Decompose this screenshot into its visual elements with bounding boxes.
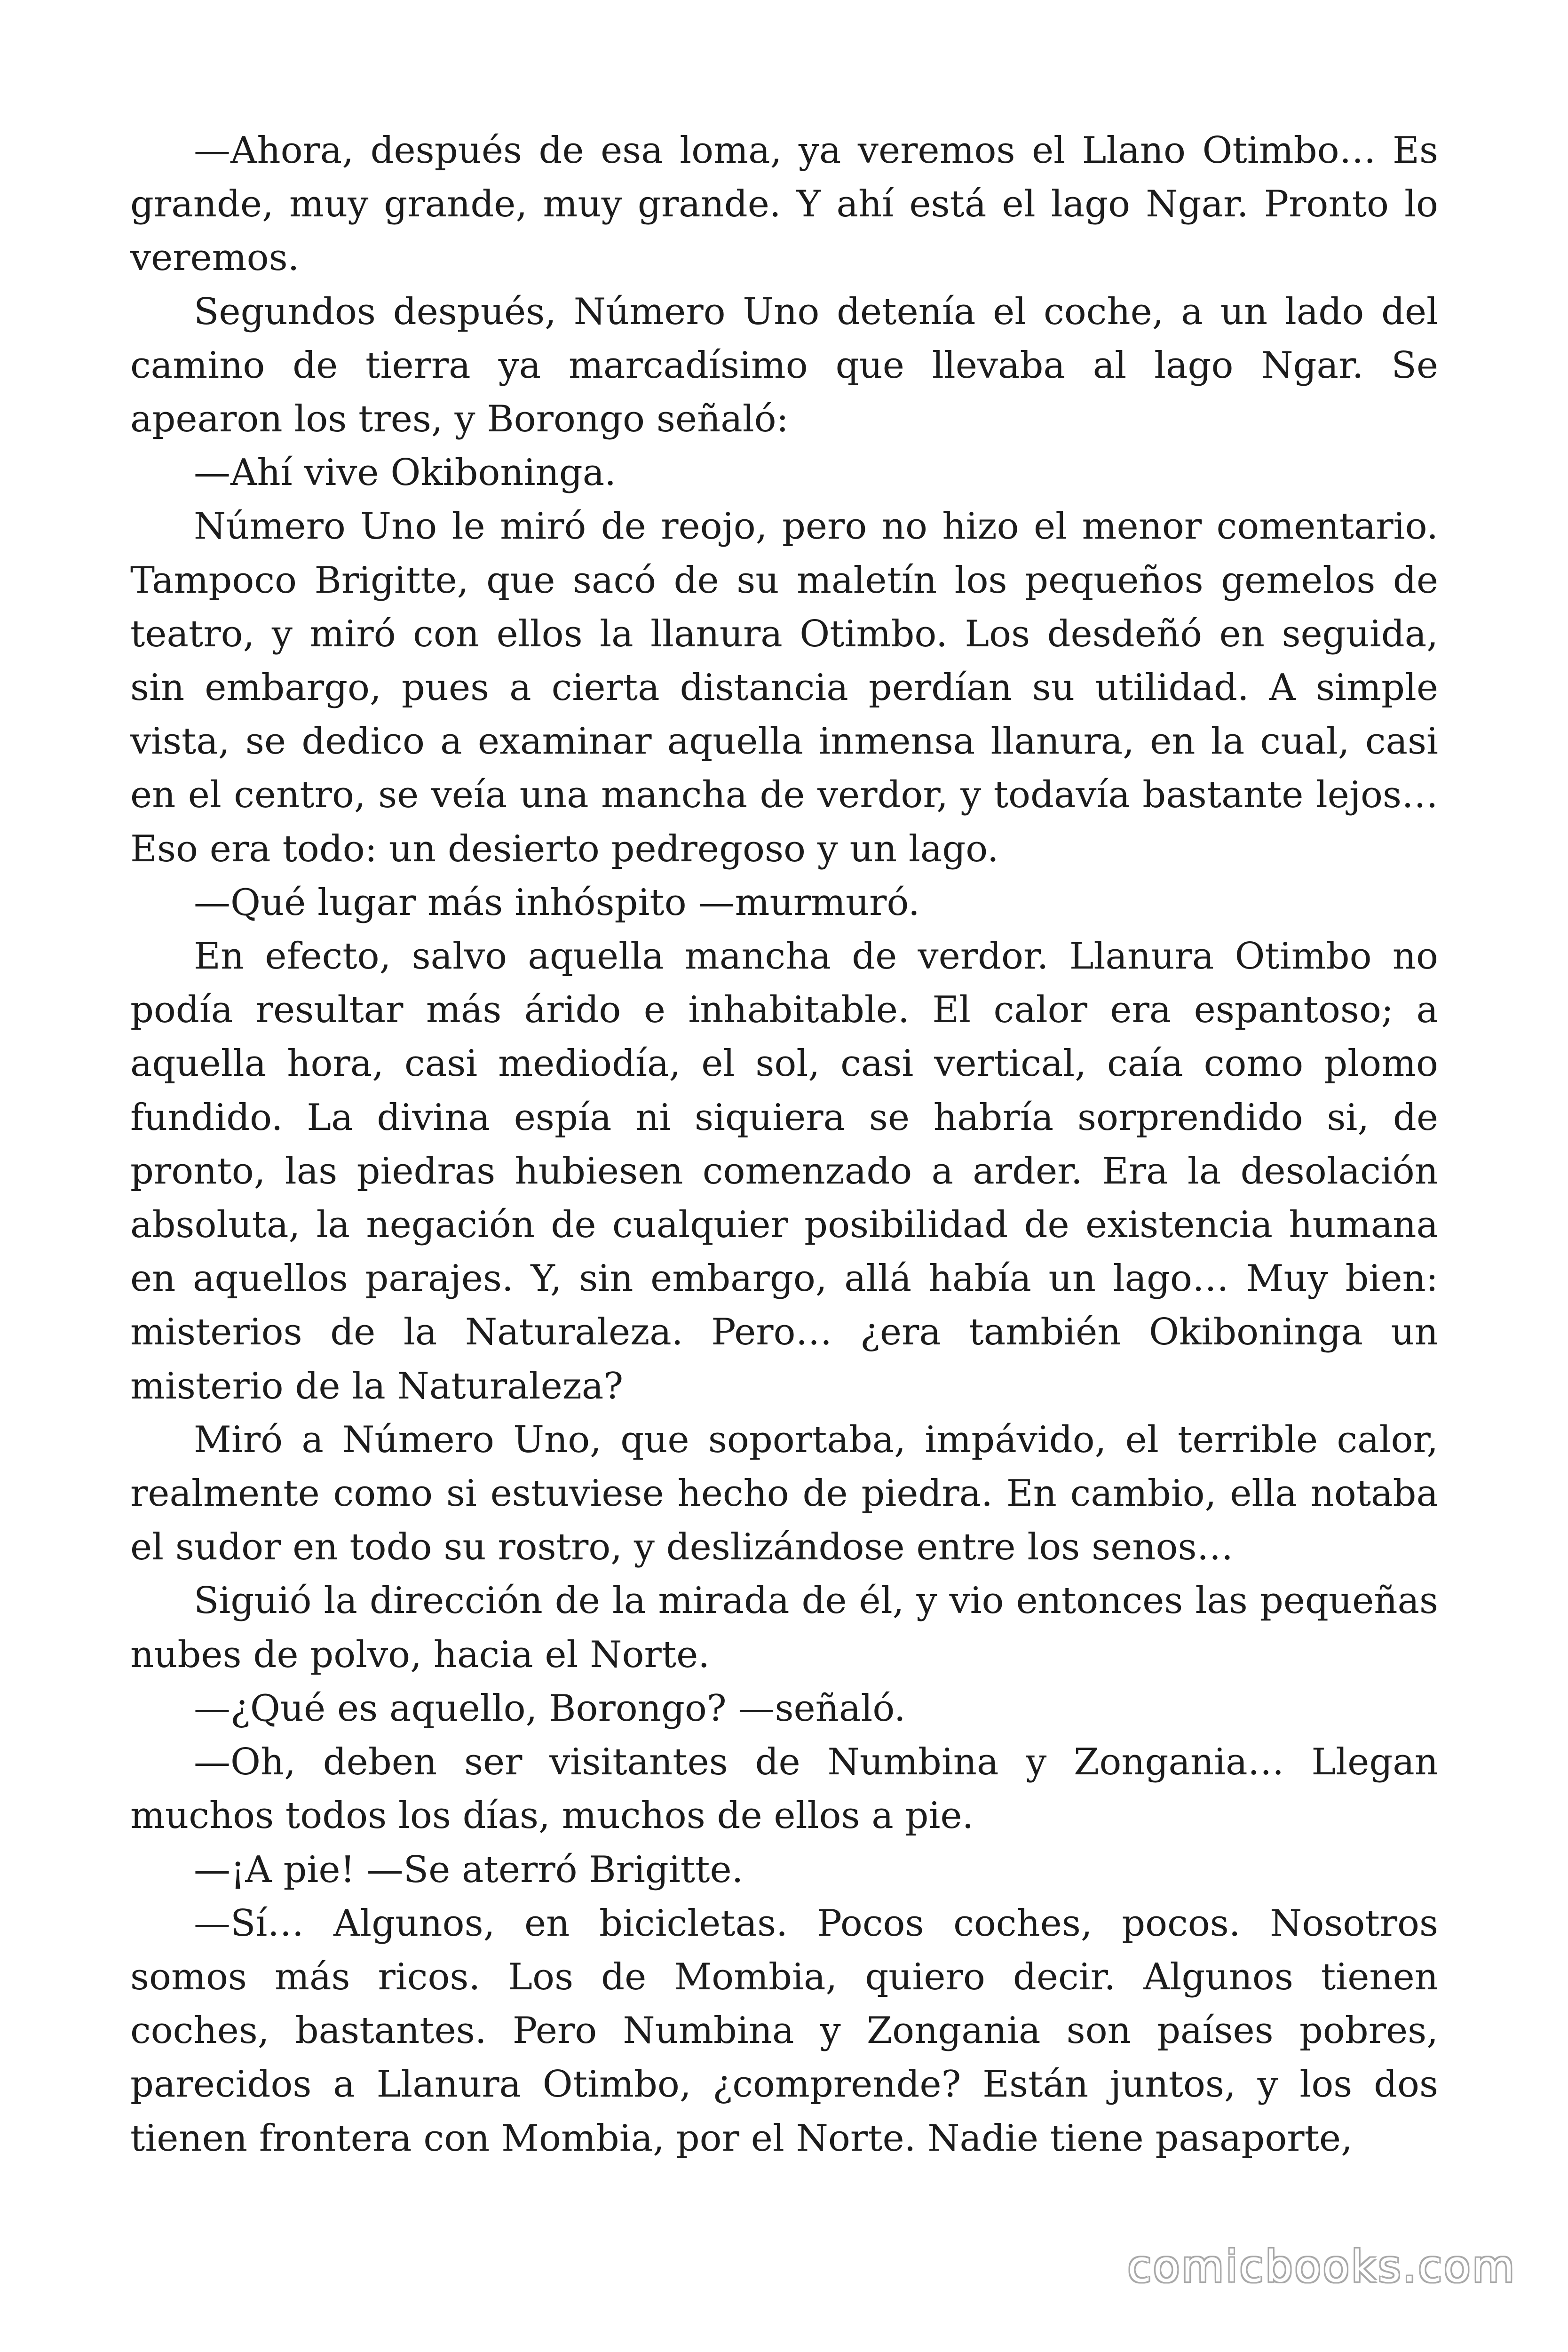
paragraph: —Sí… Algunos, en bicicletas. Pocos coches, pocos. Nosotros somos más ricos. Los de Mombia, quiero decir. Algunos tienen coches, bastantes. Pero Numbina y Zongania son países pobres, parecidos a Llanura Otimbo, ¿comprende? Están juntos, y los dos tienen frontera con Mombia, por el Norte. Nadie tiene pasaporte,: [130, 1902, 1438, 2160]
paragraph: Siguió la dirección de la mirada de él, y vio entonces las pequeñas nubes de polvo, hacia el Norte.: [130, 1580, 1438, 1676]
watermark: comicbooks.com: [1127, 2241, 1516, 2292]
paragraph: —Ahí vive Okiboninga.: [194, 452, 617, 494]
paragraph: —Qué lugar más inhóspito —murmuró.: [194, 881, 920, 924]
paragraph: —Oh, deben ser visitantes de Numbina y Zongania… Llegan muchos todos los días, muchos de ellos a pie.: [130, 1741, 1438, 1837]
paragraph: —Ahora, después de esa loma, ya veremos el Llano Otimbo… Es grande, muy grande, muy grande. Y ahí está el lago Ngar. Pronto lo veremos.: [130, 129, 1438, 279]
paragraph: —¡A pie! —Se aterró Brigitte.: [194, 1848, 744, 1891]
paragraph: En efecto, salvo aquella mancha de verdor. Llanura Otimbo no podía resultar más árido e inhabitable. El calor era espantoso; a aquella hora, casi mediodía, el sol, casi vertical, caía como plomo fundido. La divina espía ni siquiera se habría sorprendido si, de pronto, las piedras hubiesen comenzado a arder. Era la desolación absoluta, la negación de cualquier posibilidad de existencia humana en aquellos parajes. Y, sin embargo, allá había un lago… Muy bien: misterios de la Naturaleza. Pero… ¿era también Okiboninga un misterio de la Naturaleza?: [130, 935, 1438, 1407]
body-text: [130, 124, 1438, 2165]
paragraph: Segundos después, Número Uno detenía el coche, a un lado del camino de tierra ya marcadísimo que llevaba al lago Ngar. Se apearon los tres, y Borongo señaló:: [130, 290, 1438, 441]
paragraph: —¿Qué es aquello, Borongo? —señaló.: [194, 1687, 906, 1730]
paragraph: Miró a Número Uno, que soportaba, impávido, el terrible calor, realmente como si estuviese hecho de piedra. En cambio, ella notaba el sudor en todo su rostro, y deslizándose entre los senos…: [130, 1418, 1438, 1569]
paragraph: Número Uno le miró de reojo, pero no hizo el menor comentario. Tampoco Brigitte, que sacó de su maletín los pequeños gemelos de teatro, y miró con ellos la llanura Otimbo. Los desdeñó en seguida, sin embargo, pues a cierta distancia perdían su utilidad. A simple vista, se dedico a examinar aquella inmensa llanura, en la cual, casi en el centro, se veía una mancha de verdor, y todavía bastante lejos… Eso era todo: un desierto pedregoso y un lago.: [130, 505, 1438, 870]
